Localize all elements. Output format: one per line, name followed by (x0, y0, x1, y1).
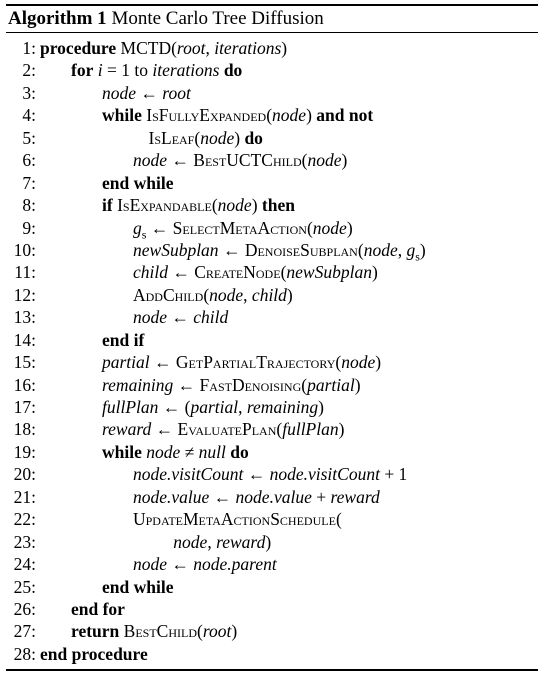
line-number: 12: (13, 284, 36, 305)
code-text: + (311, 486, 331, 507)
variable: node.value (133, 486, 210, 507)
algorithm-line (6, 396, 538, 418)
function-name: UpdateMetaActionSchedule (133, 509, 336, 530)
code-text: ) (338, 419, 345, 440)
variable: node.visitCount (269, 464, 380, 485)
variable: child (133, 262, 168, 283)
keyword: end while (102, 172, 174, 193)
code-text: ( (211, 195, 218, 216)
code-text: ) (251, 195, 262, 216)
code-text: ( (301, 150, 308, 171)
algorithm-line (6, 531, 538, 553)
algorithm-line (6, 553, 538, 575)
code-text: ( (194, 127, 201, 148)
code-text: ← (167, 150, 194, 171)
line-number: 18: (13, 419, 36, 440)
line-number: 11: (14, 262, 36, 283)
variable: root (202, 621, 232, 642)
line-number: 14: (13, 329, 36, 350)
code-text: ← (209, 486, 236, 507)
variable: node (307, 150, 342, 171)
keyword: do (230, 441, 249, 462)
algorithm-line (6, 217, 538, 239)
code-text: ← (136, 82, 163, 103)
line-number: 9: (22, 217, 36, 238)
code-text: MCTD( (116, 38, 177, 58)
keyword: while (102, 105, 142, 126)
keyword: end for (71, 598, 125, 619)
code-text: ← (173, 374, 200, 395)
code-text: ( (197, 621, 203, 642)
algorithm-line (6, 239, 538, 264)
line-number: 22: (13, 509, 36, 530)
code-text: ) (419, 239, 426, 260)
code-text: , (238, 397, 247, 417)
code-text: ( (301, 374, 308, 395)
line-code (102, 329, 144, 351)
variable: root (162, 82, 191, 103)
variable: reward (102, 419, 152, 440)
algorithm-line (6, 261, 538, 283)
code-text: ( (280, 262, 287, 283)
code-text: ≠ (180, 441, 199, 462)
code-text: , (207, 531, 217, 552)
variable: fullPlan (102, 397, 159, 417)
variable: node.visitCount (133, 464, 244, 485)
line-code (102, 194, 295, 216)
variable: node.parent (193, 554, 277, 575)
code-text: , (205, 38, 215, 58)
line-code (102, 374, 361, 396)
algorithm-line (6, 194, 538, 216)
variable: node (363, 239, 398, 260)
keyword: do (223, 60, 243, 81)
keyword: end while (102, 576, 174, 597)
code-text: , (243, 284, 252, 305)
code-text: ) (318, 397, 324, 417)
line-number: 23: (13, 531, 36, 552)
line-number: 20: (13, 464, 36, 485)
variable: node (133, 150, 168, 171)
line-number: 4: (22, 105, 36, 126)
variable: g (406, 239, 416, 260)
line-number: 28: (13, 643, 36, 664)
algorithm-line (6, 82, 538, 104)
variable: i (97, 60, 103, 81)
line-code (102, 418, 344, 440)
function-name: BestUCTChild (193, 150, 302, 171)
variable: newSubplan (286, 262, 372, 283)
function-name: FastDenoising (199, 374, 302, 395)
code-text: ) (375, 352, 382, 373)
keyword: end if (102, 329, 145, 350)
function-name: GetPartialTrajectory (175, 352, 336, 373)
function-name: IsLeaf (148, 127, 195, 148)
algorithm-line (6, 59, 538, 81)
algorithm-line (6, 418, 538, 440)
code-text: , (397, 239, 407, 260)
code-text: ) (341, 150, 348, 171)
line-code (102, 82, 191, 104)
algorithm-line (6, 508, 538, 530)
line-number: 10: (13, 239, 36, 260)
code-text: ← (168, 262, 195, 283)
code-text: ( (276, 419, 283, 440)
subscript: s (415, 249, 420, 264)
code-text: ) (265, 531, 272, 552)
line-code (173, 531, 271, 553)
variable: node (217, 195, 252, 216)
variable: partial (307, 374, 355, 395)
line-code (133, 508, 342, 530)
variable: newSubplan (133, 239, 219, 260)
line-number: 6: (22, 150, 36, 171)
line-code (149, 127, 263, 149)
variable: node (173, 531, 208, 552)
code-text: ) (306, 105, 317, 126)
keyword: if (102, 195, 113, 216)
subscript: s (141, 227, 147, 241)
algorithm-line (6, 329, 538, 351)
function-name: EvaluatePlan (177, 419, 277, 440)
variable: child (251, 284, 287, 305)
variable: node (312, 217, 347, 238)
code-text: ← (151, 419, 178, 440)
code-text: ) (281, 38, 288, 58)
line-code (102, 172, 173, 194)
variable: node (133, 307, 168, 328)
algorithm-line (6, 374, 538, 396)
code-text: ← (149, 352, 176, 373)
algorithm-line (6, 284, 538, 306)
code-text: ) (371, 262, 378, 283)
algorithm-line (6, 463, 538, 485)
code-text: ) (354, 374, 361, 395)
code-text: ( (335, 352, 342, 373)
code-text: ) (346, 217, 353, 238)
function-name: IsFullyExpanded (146, 105, 267, 126)
line-code (102, 351, 381, 373)
algorithm-line (6, 441, 538, 463)
code-text: ← (243, 464, 270, 485)
variable: iterations (152, 60, 220, 81)
line-code (133, 239, 426, 264)
function-name: BestChild (123, 621, 197, 642)
code-text: ← (167, 307, 194, 328)
line-code (133, 261, 378, 283)
algorithm-line (6, 576, 538, 598)
variable: reward (330, 486, 380, 507)
variable: node (341, 352, 376, 373)
variable: node (209, 284, 244, 305)
line-code (102, 396, 324, 418)
keyword: end procedure (40, 643, 148, 664)
line-number: 25: (13, 576, 36, 597)
line-code (133, 486, 380, 508)
line-number: 21: (13, 486, 36, 507)
line-code (102, 441, 249, 463)
line-number: 24: (13, 554, 36, 575)
line-code (40, 37, 287, 59)
function-name: DenoiseSubplan (244, 239, 358, 260)
variable: g (133, 217, 142, 238)
algorithm-line (6, 37, 538, 59)
algorithm-line (6, 351, 538, 373)
code-text: ( (203, 284, 210, 305)
algorithm-lines (6, 33, 538, 665)
line-code (71, 59, 242, 81)
keyword: then (261, 195, 295, 216)
function-name: CreateNode (194, 262, 281, 283)
algorithm-line (6, 598, 538, 620)
algorithm-line (6, 306, 538, 328)
keyword: procedure (40, 38, 117, 58)
code-text: ← (146, 217, 173, 238)
algorithm-line (6, 149, 538, 171)
line-number: 15: (13, 352, 36, 373)
algorithm-title: Monte Carlo Tree Diffusion (111, 8, 324, 29)
code-text: ← (218, 239, 245, 260)
code-text: ( (266, 105, 273, 126)
variable: remaining (102, 374, 174, 395)
variable: node (272, 105, 307, 126)
variable: null (198, 441, 226, 462)
variable: child (193, 307, 229, 328)
line-code (71, 620, 237, 642)
code-text: ( (335, 509, 342, 530)
algorithm-caption (6, 6, 538, 32)
variable: node (200, 127, 235, 148)
line-number: 27: (13, 621, 36, 642)
keyword: return (71, 621, 120, 642)
line-code (102, 104, 373, 126)
line-code (71, 598, 125, 620)
line-code (102, 576, 173, 598)
code-text: ) (286, 284, 293, 305)
variable: node (102, 82, 137, 103)
variable: remaining (246, 397, 319, 417)
variable: iterations (214, 38, 282, 58)
keyword: and not (316, 105, 374, 126)
algorithm-block (6, 4, 538, 671)
line-code (133, 306, 228, 328)
variable: reward (216, 531, 266, 552)
variable: partial (190, 397, 239, 417)
line-code (133, 553, 277, 575)
line-number: 16: (13, 374, 36, 395)
line-code (133, 284, 293, 306)
bottom-rule (6, 669, 538, 671)
algorithm-line (6, 620, 538, 642)
code-text: ) (234, 127, 245, 148)
line-number: 2: (22, 60, 36, 81)
code-text: ( (357, 239, 364, 260)
line-code (133, 463, 407, 485)
line-code (133, 149, 347, 171)
algorithm-line (6, 643, 538, 665)
variable: partial (102, 352, 150, 373)
code-text: ( (306, 217, 313, 238)
variable: node.value (235, 486, 312, 507)
function-name: IsExpandable (117, 195, 212, 216)
line-number: 3: (22, 82, 36, 103)
code-text: = 1 to (102, 60, 153, 81)
code-text: + 1 (379, 464, 408, 485)
algorithm-line (6, 486, 538, 508)
line-number: 26: (13, 598, 36, 619)
line-code (40, 643, 148, 665)
line-number: 8: (22, 195, 36, 216)
line-number: 19: (13, 441, 36, 462)
algorithm-line (6, 172, 538, 194)
keyword: while (102, 441, 142, 462)
keyword: for (71, 60, 94, 81)
line-number: 17: (13, 397, 36, 417)
function-name: SelectMetaAction (172, 217, 307, 238)
variable: fullPlan (282, 419, 339, 440)
function-name: AddChild (133, 284, 204, 305)
code-text: ← ( (158, 397, 191, 417)
variable: node (133, 554, 168, 575)
line-number: 5: (22, 127, 36, 148)
line-number: 7: (22, 172, 36, 193)
variable: node (146, 441, 181, 462)
line-number: 13: (13, 307, 36, 328)
code-text: ← (167, 554, 194, 575)
algorithm-line (6, 104, 538, 126)
variable: root (176, 38, 206, 58)
algorithm-label: Algorithm 1 (8, 8, 107, 29)
algorithm-line (6, 127, 538, 149)
line-number: 1: (22, 38, 36, 58)
keyword: do (244, 127, 263, 148)
line-code (133, 217, 353, 239)
code-text: ) (231, 621, 238, 642)
